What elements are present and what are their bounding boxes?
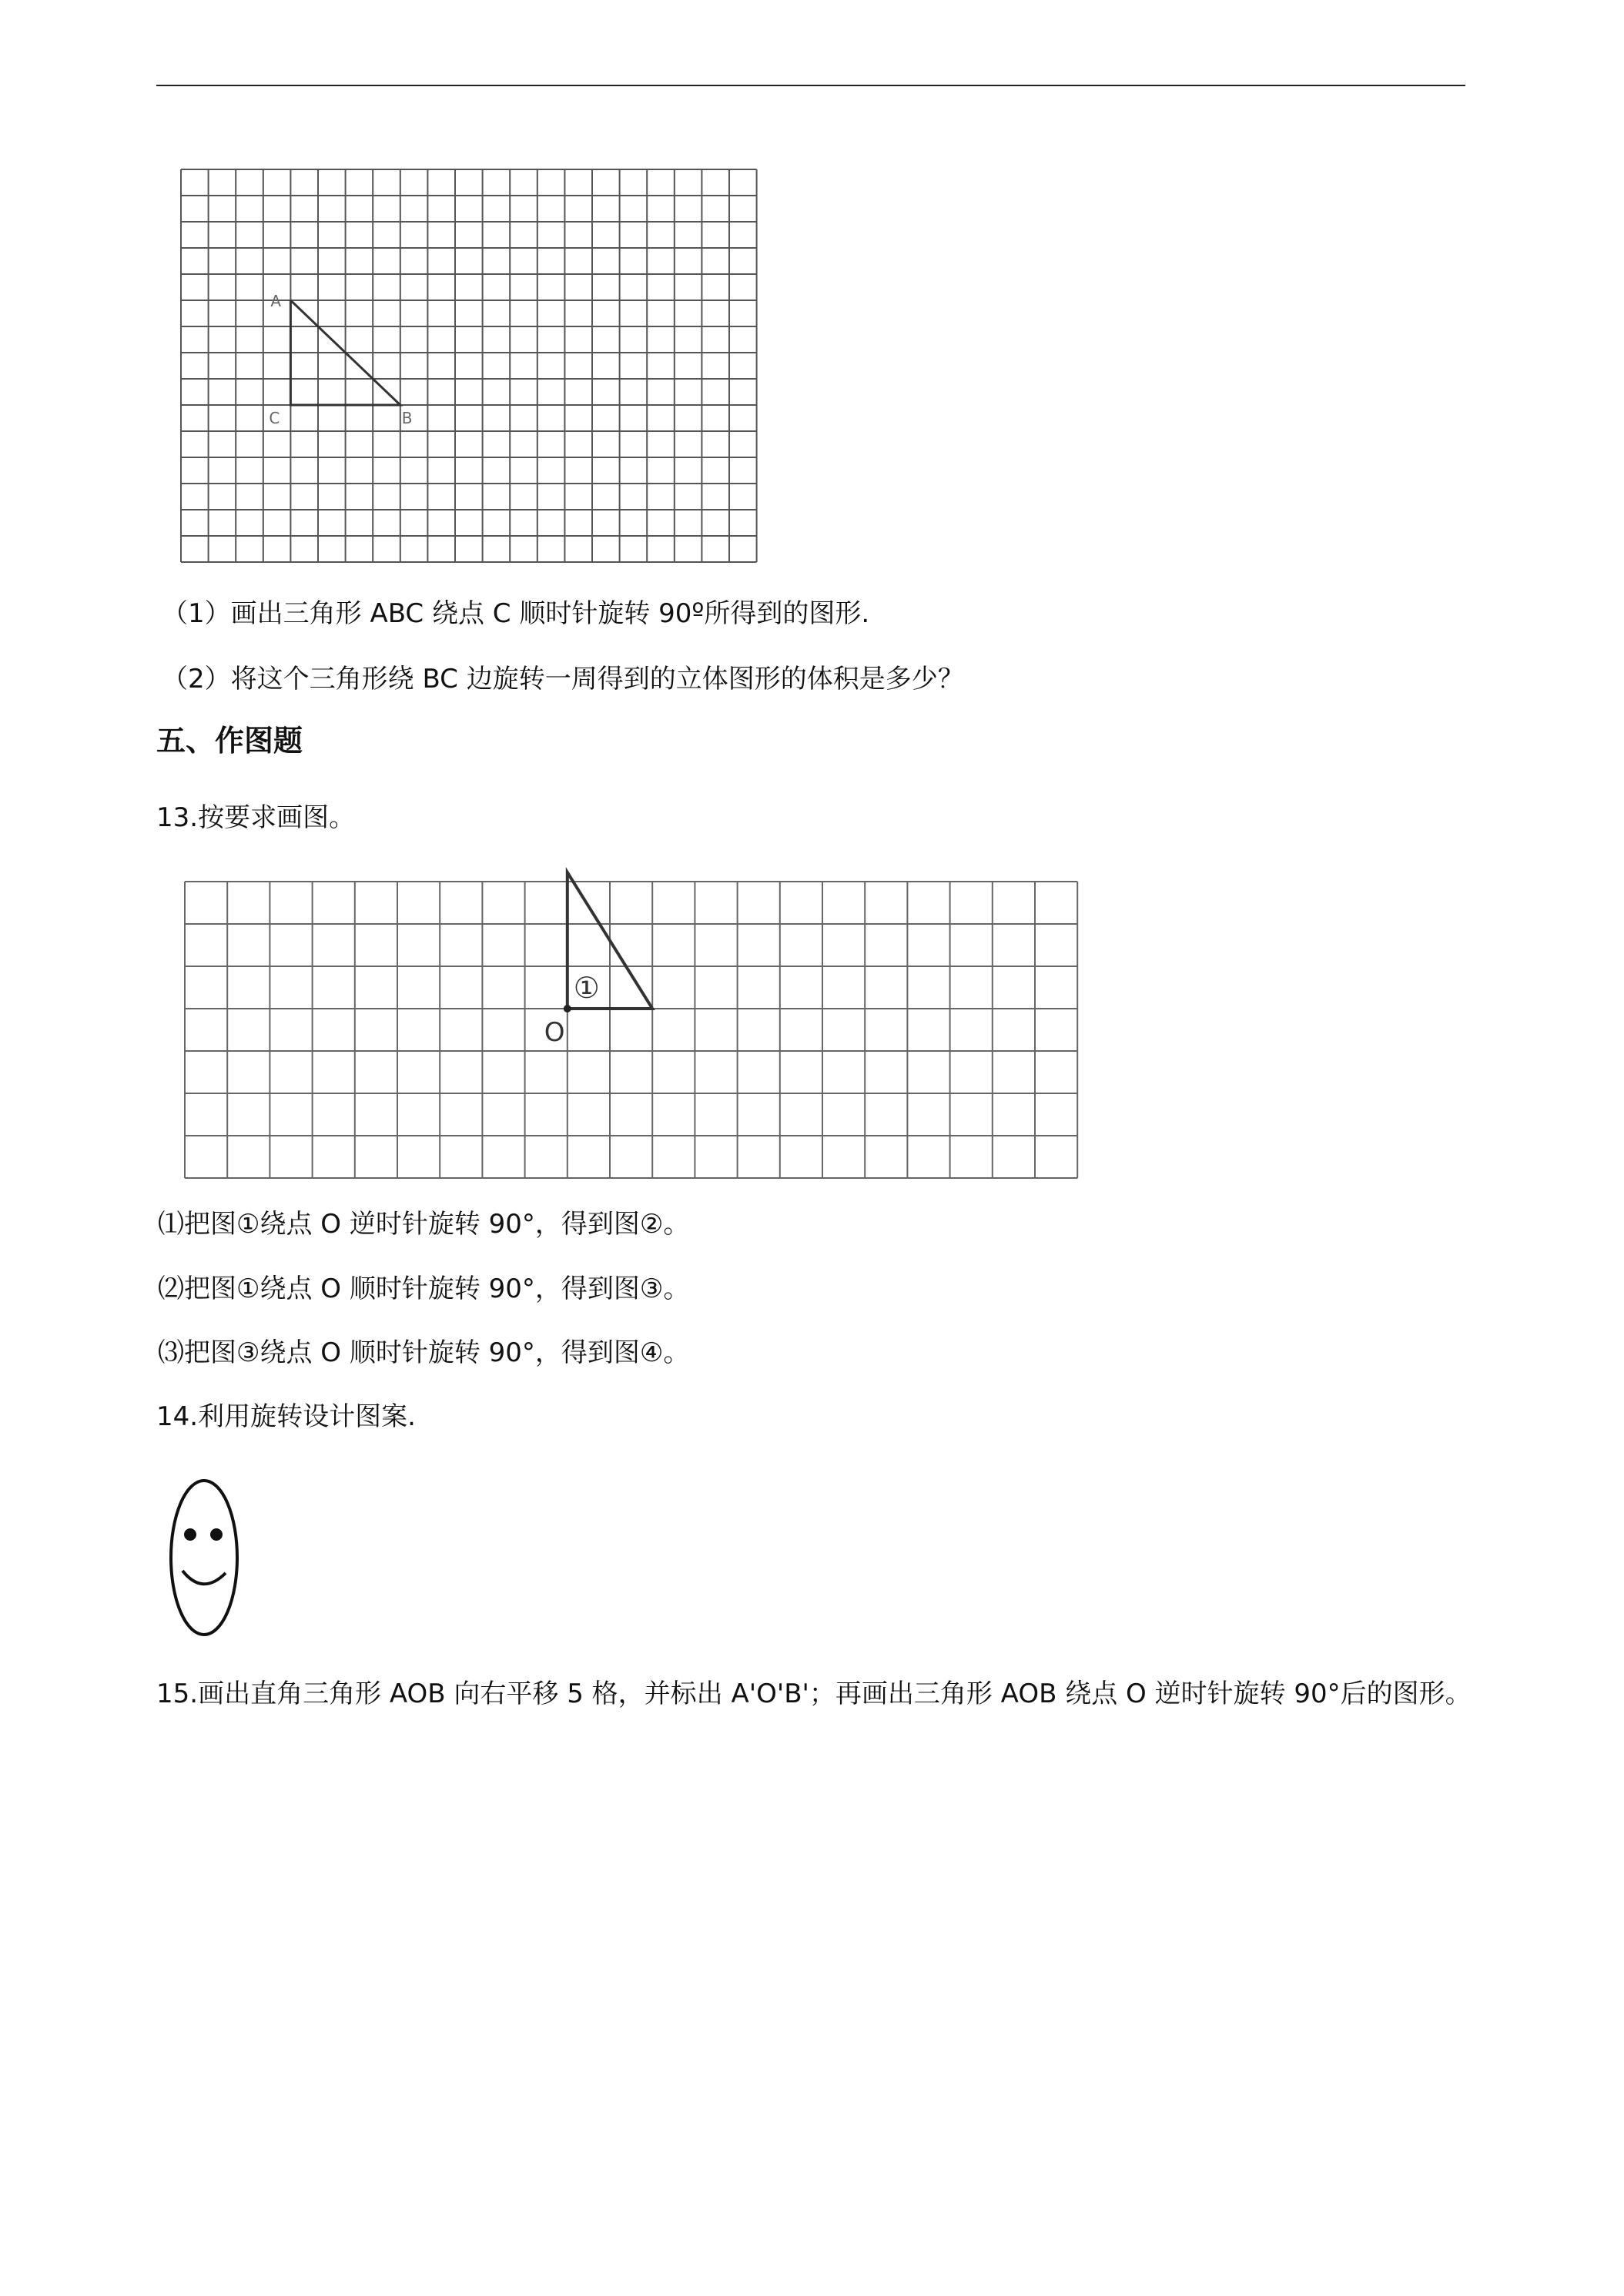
grid-triangle-1 — [181, 866, 1090, 1182]
label-a: A — [270, 292, 282, 310]
q15-title: 15.画出直角三角形 AOB 向右平移 5 格，并标出 A'O'B'；再画出三角形 AOB 绕点 O 逆时针旋转 90°后的图形。 — [156, 1678, 1472, 1709]
q12-sub2: （2）将这个三角形绕 BC 边旋转一周得到的立体图形的体积是多少？ — [162, 664, 964, 694]
label-c: C — [269, 409, 280, 427]
q13-step3: ⑶把图③绕点 O 顺时针旋转 90°，得到图④。 — [158, 1337, 690, 1368]
q13-step2: ⑵把图①绕点 O 顺时针旋转 90°，得到图③。 — [158, 1274, 690, 1304]
shape-label-1: ① — [573, 971, 600, 1005]
q14-title: 14.利用旋转设计图案. — [156, 1401, 416, 1432]
header-rule — [156, 85, 1465, 86]
q13-title: 13.按要求画图。 — [156, 802, 356, 833]
smiley-face-icon — [166, 1474, 250, 1644]
grid-triangle-abc — [177, 166, 762, 566]
origin-label: O — [544, 1017, 565, 1048]
label-b: B — [401, 409, 413, 427]
q13-step1: ⑴把图①绕点 O 逆时针旋转 90°，得到图②。 — [158, 1209, 690, 1240]
origin-point — [564, 1005, 571, 1012]
q12-sub1: （1）画出三角形 ABC 绕点 C 顺时针旋转 90º所得到的图形. — [162, 598, 870, 629]
section-title: 五、作图题 — [156, 724, 303, 758]
